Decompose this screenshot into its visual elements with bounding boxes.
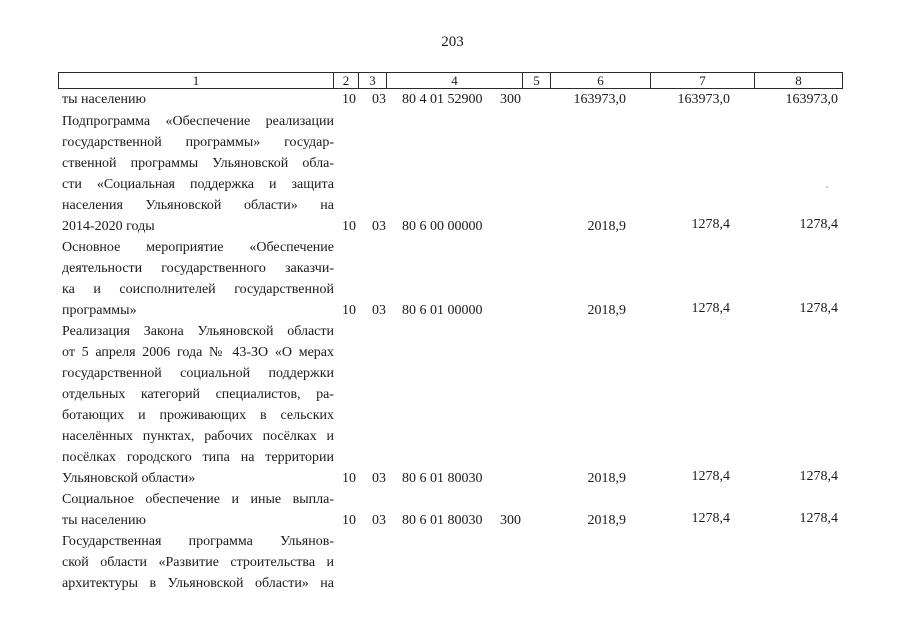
cell-amount-2: 1278,4	[691, 217, 730, 232]
column-header-8: 8	[755, 73, 843, 89]
cell-amount-2: 163973,0	[677, 92, 730, 107]
cell-target-code: 80 4 01 52900	[402, 92, 483, 107]
cell-expense-type: 300	[500, 513, 521, 528]
description-line: населённых пунктах, рабочих посёлках и	[62, 429, 334, 444]
cell-amount-2: 1278,4	[691, 469, 730, 484]
description-line: Реализация Закона Ульяновской области	[62, 324, 334, 339]
scan-speck	[826, 186, 828, 188]
cell-amount-3: 1278,4	[799, 469, 838, 484]
description-line: Ульяновской области»	[62, 471, 196, 486]
column-header-7: 7	[651, 73, 755, 89]
description-line: архитектуры в Ульяновской области» на	[62, 576, 334, 591]
description-line: ственной программы Ульяновской обла-	[62, 156, 334, 171]
cell-subsection: 03	[372, 303, 386, 318]
cell-target-code: 80 6 01 80030	[402, 471, 483, 486]
cell-section: 10	[342, 303, 356, 318]
row-description	[62, 237, 334, 321]
cell-amount-1: 2018,9	[587, 513, 626, 528]
column-header-2: 2	[334, 73, 359, 89]
description-line: населения Ульяновской области» на	[62, 198, 334, 213]
description-line: государственной социальной поддержки	[62, 366, 334, 381]
description-line: государственной программы» государ-	[62, 135, 334, 150]
description-line: 2014-2020 годы	[62, 219, 155, 234]
description-line: от 5 апреля 2006 года № 43-ЗО «О мерах	[62, 345, 334, 360]
description-line: ка и соисполнителей государственной	[62, 282, 334, 297]
description-line: Государственная программа Ульянов-	[62, 534, 334, 549]
cell-subsection: 03	[372, 513, 386, 528]
cell-section: 10	[342, 513, 356, 528]
description-line: ботающих и проживающих в сельских	[62, 408, 334, 423]
cell-amount-1: 2018,9	[587, 219, 626, 234]
cell-subsection: 03	[372, 219, 386, 234]
cell-amount-3: 163973,0	[785, 92, 838, 107]
cell-amount-1: 163973,0	[573, 92, 626, 107]
description-line: ской области «Развитие строительства и	[62, 555, 334, 570]
cell-amount-2: 1278,4	[691, 301, 730, 316]
row-description	[62, 111, 334, 237]
column-header-3: 3	[359, 73, 387, 89]
column-header-5: 5	[523, 73, 551, 89]
cell-amount-1: 2018,9	[587, 303, 626, 318]
description-line: Основное мероприятие «Обеспечение	[62, 240, 334, 255]
cell-amount-2: 1278,4	[691, 511, 730, 526]
description-line: ты населению	[62, 92, 146, 107]
description-line: посёлках городского типа на территории	[62, 450, 334, 465]
page-number: 203	[441, 34, 464, 50]
description-line: ты населению	[62, 513, 146, 528]
description-line: программы»	[62, 303, 137, 318]
cell-target-code: 80 6 01 00000	[402, 303, 483, 318]
description-line: деятельности государственного заказчи-	[62, 261, 334, 276]
column-header-4: 4	[387, 73, 523, 89]
cell-amount-3: 1278,4	[799, 217, 838, 232]
cell-target-code: 80 6 00 00000	[402, 219, 483, 234]
description-line: отдельных категорий специалистов, ра-	[62, 387, 334, 402]
description-line: сти «Социальная поддержка и защита	[62, 177, 334, 192]
cell-amount-1: 2018,9	[587, 471, 626, 486]
cell-target-code: 80 6 01 80030	[402, 513, 483, 528]
description-line: Социальное обеспечение и иные выпла-	[62, 492, 334, 507]
cell-amount-3: 1278,4	[799, 511, 838, 526]
cell-subsection: 03	[372, 92, 386, 107]
cell-section: 10	[342, 92, 356, 107]
cell-amount-3: 1278,4	[799, 301, 838, 316]
column-header-6: 6	[551, 73, 651, 89]
row-description	[62, 489, 334, 531]
cell-subsection: 03	[372, 471, 386, 486]
cell-expense-type: 300	[500, 92, 521, 107]
column-header-1: 1	[59, 73, 334, 89]
description-line: Подпрограмма «Обеспечение реализации	[62, 114, 334, 129]
cell-section: 10	[342, 219, 356, 234]
cell-section: 10	[342, 471, 356, 486]
row-description	[62, 89, 334, 110]
row-description	[62, 531, 334, 594]
row-description	[62, 321, 334, 489]
